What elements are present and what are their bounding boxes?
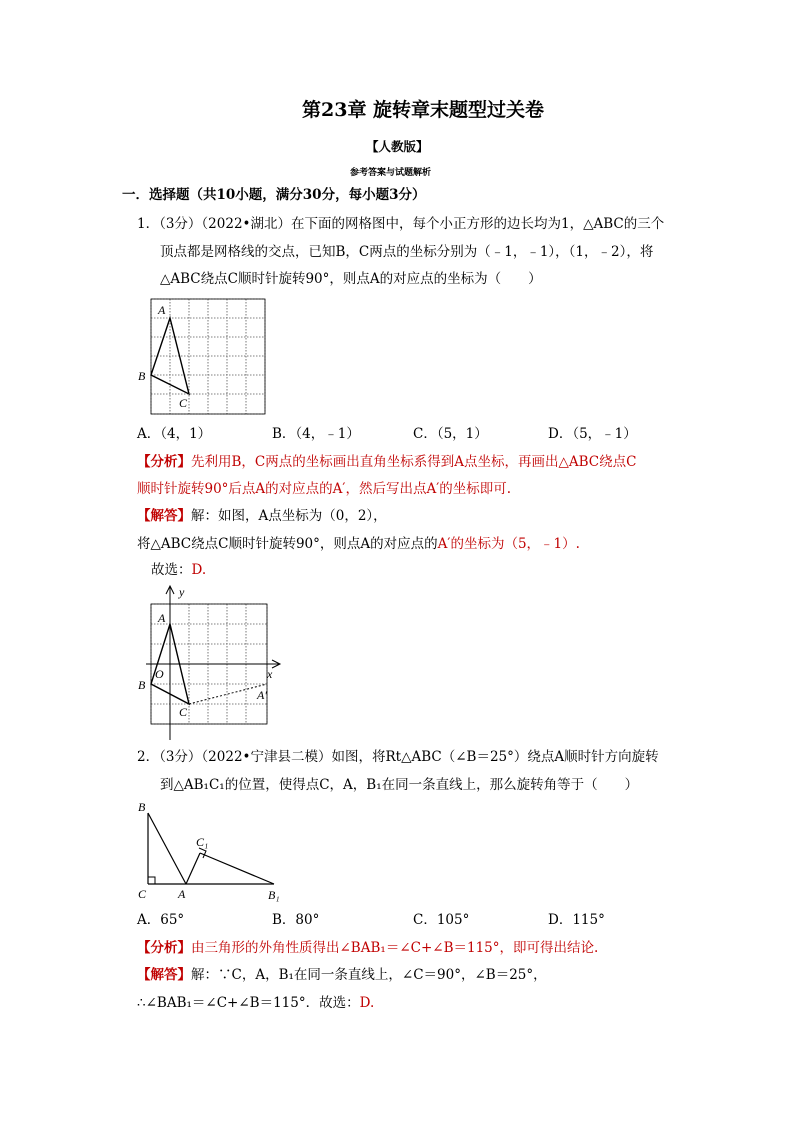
q1-answer-line-3: [151, 561, 206, 579]
solution-label-b: B: [138, 678, 146, 692]
q2-label-b1: B₁: [268, 888, 280, 902]
q2-figure: [134, 798, 294, 904]
q1-answer-text-2a: 将△ABC绕点C顺时针旋转90°，则点A的对应点的: [137, 536, 438, 552]
q1-option-c: C．（5，1）: [413, 426, 488, 442]
q2-option-b: B．80°: [272, 912, 320, 928]
q1-analysis-text-1: 先利用B，C两点的坐标画出直角坐标系得到A点坐标，再画出△ABC绕点C: [191, 454, 637, 470]
label-y: y: [179, 585, 185, 599]
q1-analysis-label: 【分析】: [137, 454, 191, 470]
grid-lines: [151, 299, 265, 414]
q2-label-c1: C₁: [196, 835, 209, 849]
q1-option-d: D．（5，﹣1）: [548, 426, 637, 442]
q2-option-c: C．105°: [413, 912, 470, 928]
edition-label: 【人教版】: [366, 139, 429, 154]
q1-answer-text-1: 解：如图，A点坐标为（0，2），: [191, 508, 387, 524]
q1-answer-line-1: [137, 507, 387, 525]
label-b: B: [138, 369, 146, 383]
q1-analysis-line-1: [137, 453, 636, 471]
q1-line-3: △ABC绕点C顺时针旋转90°，则点A的对应点的坐标为（ ）: [160, 271, 542, 287]
q2-answer-line-1: [137, 966, 547, 984]
q1-answer-text-3b: D.: [191, 562, 207, 578]
q2-answer-text-2a: ∴∠BAB₁＝∠C+∠B＝115°．故选：: [137, 995, 360, 1011]
q1-option-b: B．（4，﹣1）: [272, 426, 360, 442]
label-c: C: [179, 396, 188, 410]
label-x: x: [267, 667, 273, 681]
q1-answer-text-3a: 故选：: [151, 562, 192, 578]
q1-answer-text-2b: A′的坐标为（5，﹣1）.: [437, 536, 580, 552]
q2-line-2: 到△AB₁C₁的位置，使得点C，A，B₁在同一条直线上，那么旋转角等于（ ）: [160, 777, 639, 793]
subtitle: 参考答案与试题解析: [350, 168, 432, 178]
q1-option-a: A．（4，1）: [137, 426, 212, 442]
q1-answer-label: 【解答】: [137, 508, 191, 524]
label-o: O: [155, 667, 164, 681]
q1-line-1: 1．（3分）（2022•湖北）在下面的网格图中，每个小正方形的边长均为1，△ABC的三个: [137, 216, 665, 232]
q2-answer-line-2: [137, 994, 374, 1012]
label-a-prime: A′: [257, 688, 267, 702]
q1-answer-line-2: [137, 535, 580, 553]
q2-label-c: C: [138, 887, 147, 901]
label-a: A: [158, 303, 166, 317]
q1-line-2: 顶点都是网格线的交点，已知B，C两点的坐标分别为（﹣1，﹣1），（1，﹣2），将: [160, 244, 654, 260]
q2-answer-label: 【解答】: [137, 967, 191, 983]
q1-solution-figure: [136, 582, 286, 742]
section-heading: 一．选择题（共10小题，满分30分，每小题3分）: [122, 187, 426, 203]
q2-option-d: D．115°: [548, 912, 605, 928]
solution-label-a: A: [158, 611, 166, 625]
rotated-segment: [189, 684, 267, 704]
q2-line-1: 2．（3分）（2022•宁津县二模）如图，将Rt△ABC（∠B＝25°）绕点A顺时针方向旋转: [137, 749, 659, 765]
page-title: 第23章 旋转章末题型过关卷: [302, 99, 545, 121]
q2-analysis-label: 【分析】: [137, 940, 191, 956]
q1-grid-figure: [136, 296, 276, 418]
q2-analysis-line: [137, 939, 598, 957]
q2-option-a: A．65°: [137, 912, 185, 928]
q2-analysis-text: 由三角形的外角性质得出∠BAB₁＝∠C+∠B＝115°，即可得出结论.: [191, 940, 599, 956]
q2-label-b: B: [138, 800, 146, 814]
solution-label-c: C: [179, 705, 188, 719]
q1-analysis-line-2: 顺时针旋转90°后点A的对应点的A′，然后写出点A′的坐标即可.: [137, 481, 512, 497]
q2-answer-text-1: 解：∵C，A，B₁在同一条直线上，∠C＝90°，∠B＝25°，: [191, 967, 547, 983]
q2-label-a: A: [178, 887, 186, 901]
q2-answer-text-2b: D.: [359, 995, 375, 1011]
